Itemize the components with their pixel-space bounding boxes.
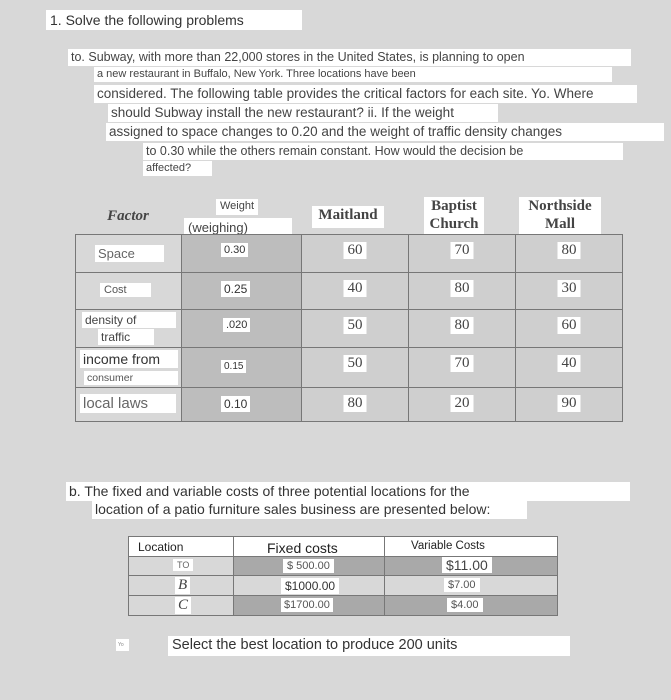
table-row [129, 596, 558, 616]
score-cell [516, 388, 623, 422]
location-label: C [175, 597, 191, 614]
weight-cell [182, 273, 302, 310]
score-cell [409, 235, 516, 273]
location-header-northside-mall [519, 197, 601, 235]
score-cell [516, 273, 623, 310]
score-cell [516, 310, 623, 348]
table-row [76, 235, 623, 273]
fixed-costs-header: Fixed costs [267, 540, 338, 556]
weight-header: Weight [216, 199, 258, 215]
location-header-northside-line2: Mall [545, 216, 575, 232]
factor-label: local laws [80, 394, 176, 413]
table-row [76, 310, 623, 348]
score-cell [409, 348, 516, 388]
weight-cell [182, 310, 302, 348]
score-cell [409, 310, 516, 348]
problem-a-line-3: considered. The following table provides the critical factors for each site. Yo. Where [94, 85, 637, 103]
problem-a-line-6: to 0.30 while the others remain constant. How would the decision be [143, 143, 623, 160]
weight-cell [182, 235, 302, 273]
score-cell [409, 388, 516, 422]
weight-value: 0.30 [221, 243, 248, 257]
table-row [76, 273, 623, 310]
fixed-cost-value: $ 500.00 [283, 559, 334, 573]
fixed-header-cell [234, 537, 385, 557]
score-value: 40 [344, 280, 367, 297]
location-cell [129, 576, 234, 596]
location-header-baptist-line2: Church [429, 216, 479, 232]
score-cell [302, 310, 409, 348]
weight-subheader: (weighing) [184, 218, 292, 237]
fixed-cost-cell [234, 557, 385, 576]
score-value: 80 [451, 280, 474, 297]
table-row [129, 576, 558, 596]
problem-a-line-5: assigned to space changes to 0.20 and the weight of traffic density changes [106, 123, 664, 141]
score-cell [302, 273, 409, 310]
score-value: 30 [558, 280, 581, 297]
factor-label: traffic [98, 329, 154, 345]
location-label: TO [173, 559, 193, 571]
variable-header-cell [385, 537, 558, 557]
score-cell [409, 273, 516, 310]
problem-a-line-2: a new restaurant in Buffalo, New York. Three locations have been [94, 67, 612, 82]
factor-cell [76, 310, 182, 348]
location-header-baptist-church [424, 197, 484, 235]
score-value: 80 [558, 242, 581, 259]
score-value: 50 [344, 317, 367, 334]
weight-value: .020 [223, 318, 250, 332]
score-value: 40 [558, 355, 581, 372]
table-row [76, 388, 623, 422]
location-header-northside-line1: Northside [528, 198, 592, 214]
factor-table [75, 234, 623, 422]
fixed-cost-cell [234, 576, 385, 596]
factor-cell [76, 273, 182, 310]
variable-costs-header: Variable Costs [411, 540, 485, 552]
weight-value: 0.15 [221, 360, 246, 373]
location-header-baptist-line1: Baptist [431, 198, 477, 214]
problem-a-line-7: affected? [143, 161, 212, 176]
score-value: 80 [344, 395, 367, 412]
score-value: 60 [558, 317, 581, 334]
table-row [76, 348, 623, 388]
score-value: 50 [344, 355, 367, 372]
variable-cost-value: $11.00 [442, 557, 492, 573]
variable-cost-value: $4.00 [447, 598, 483, 612]
weight-cell [182, 348, 302, 388]
weight-value: 0.25 [221, 281, 250, 297]
problem-a-line-1: to. Subway, with more than 22,000 stores in the United States, is planning to open [68, 49, 631, 66]
factor-label: consumer [84, 371, 178, 385]
cost-table [128, 536, 558, 616]
question-text: Select the best location to produce 200 units [168, 636, 570, 656]
factor-cell [76, 388, 182, 422]
score-cell [516, 348, 623, 388]
score-cell [516, 235, 623, 273]
location-header-cell [129, 537, 234, 557]
factor-cell [76, 235, 182, 273]
score-value: 80 [451, 317, 474, 334]
problem-b-line-2: location of a patio furniture sales business are presented below: [92, 500, 527, 519]
fixed-cost-cell [234, 596, 385, 616]
problem-a-line-4: should Subway install the new restaurant? ii. If the weight [108, 104, 498, 122]
score-cell [302, 235, 409, 273]
factor-label: Space [95, 245, 164, 262]
score-value: 20 [451, 395, 474, 412]
factor-header: Factor [107, 208, 149, 224]
location-header: Location [138, 540, 184, 554]
factor-cell [76, 348, 182, 388]
table-row [129, 537, 558, 557]
page-heading: 1. Solve the following problems [46, 10, 302, 30]
factor-label: income from [80, 350, 178, 368]
location-label: B [175, 577, 190, 594]
variable-cost-value: $7.00 [444, 578, 480, 592]
location-header-maitland-line1: Maitland [318, 207, 378, 223]
location-cell [129, 557, 234, 576]
score-value: 90 [558, 395, 581, 412]
score-cell [302, 348, 409, 388]
location-header-maitland [312, 206, 384, 228]
score-cell [302, 388, 409, 422]
factor-label: Cost [100, 283, 151, 297]
location-cell [129, 596, 234, 616]
question-marker: Yo [116, 639, 129, 651]
score-value: 60 [344, 242, 367, 259]
fixed-cost-value: $1700.00 [281, 598, 333, 612]
factor-label: density of [82, 312, 176, 328]
problem-b-line-1: b. The fixed and variable costs of three potential locations for the [66, 482, 630, 501]
variable-cost-cell [385, 557, 558, 576]
score-value: 70 [451, 242, 474, 259]
variable-cost-cell [385, 576, 558, 596]
fixed-cost-value: $1000.00 [281, 578, 339, 594]
table-row [129, 557, 558, 576]
variable-cost-cell [385, 596, 558, 616]
weight-cell [182, 388, 302, 422]
score-value: 70 [451, 355, 474, 372]
weight-value: 0.10 [221, 396, 250, 412]
